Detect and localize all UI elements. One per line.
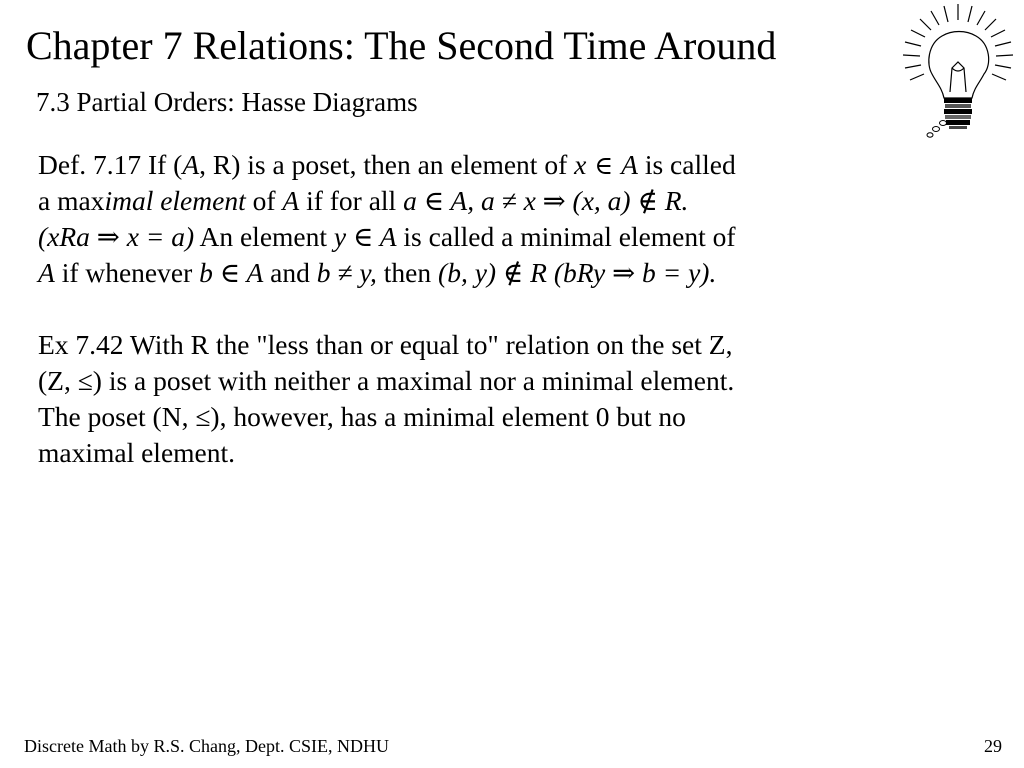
page-number: 29: [984, 736, 1002, 756]
example-line-4: maximal element.: [38, 437, 236, 468]
slide-title: Chapter 7 Relations: The Second Time Around: [26, 23, 777, 68]
footer-credit: Discrete Math by R.S. Chang, Dept. CSIE, NDHU: [24, 736, 389, 756]
example-line-3: The poset (N, ≤), however, has a minimal element 0 but no: [38, 401, 686, 432]
example-line-2: (Z, ≤) is a poset with neither a maximal nor a minimal element.: [38, 365, 735, 396]
definition-line-3: (xRa ⇒ x = a) An element y ∈ A is called a minimal element of: [38, 221, 736, 252]
lightbulb-icon: [896, 2, 1020, 144]
definition-line-2: a maximal element of A if for all a ∈ A, a ≠ x ⇒ (x, a) ∉ R.: [38, 185, 689, 216]
slide-body: [38, 147, 928, 471]
slide-subtitle: 7.3 Partial Orders: Hasse Diagrams: [36, 87, 418, 117]
definition-line-1: Def. 7.17 If (A, R) is a poset, then an element of x ∈ A is called: [38, 149, 736, 180]
example-line-1: Ex 7.42 With R the "less than or equal to" relation on the set Z,: [38, 329, 733, 360]
definition-line-4: A if whenever b ∈ A and b ≠ y, then (b, y) ∉ R (bRy ⇒ b = y).: [38, 257, 717, 288]
